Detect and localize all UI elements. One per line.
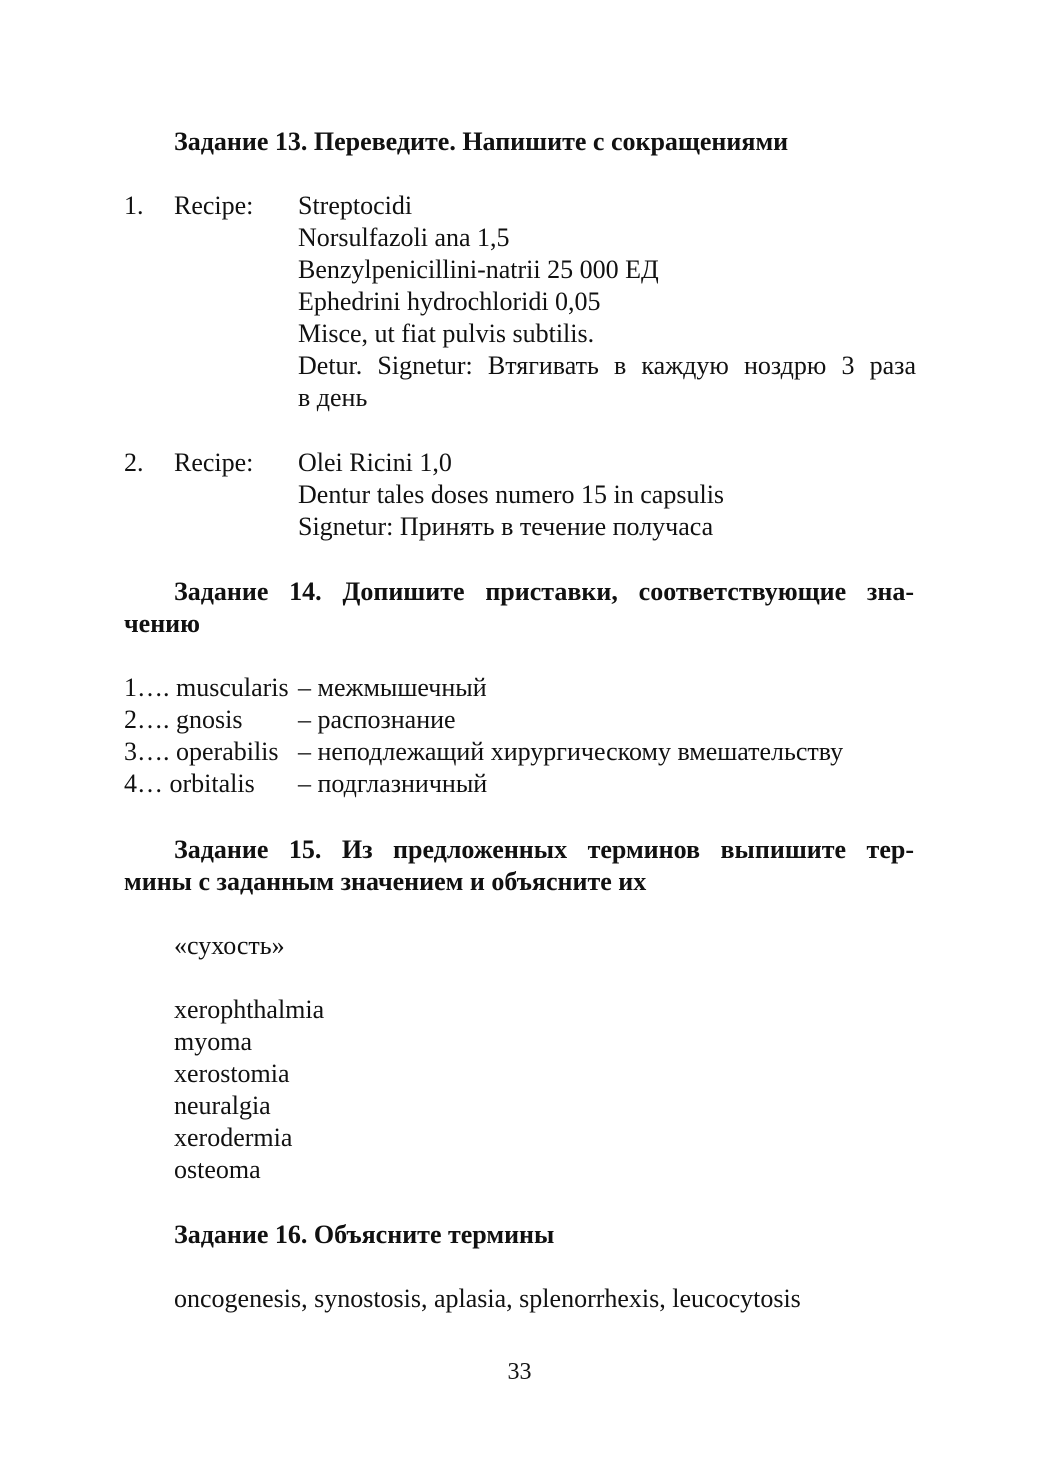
prefix-item-term: 1…. muscularis <box>124 673 289 702</box>
recipe-1-line: в день <box>298 383 368 412</box>
task15-keyword: «сухость» <box>174 931 285 960</box>
recipe-2-line: Dentur tales doses numero 15 in capsulis <box>298 480 725 509</box>
term-item: myoma <box>174 1027 252 1056</box>
term-item: osteoma <box>174 1155 261 1184</box>
recipe-2-line: Signetur: Принять в течение получаса <box>298 512 714 541</box>
task15-heading-continuation: мины с заданным значением и объясните их <box>124 867 647 896</box>
prefix-item-meaning: – распознание <box>298 705 456 734</box>
term-item: xerophthalmia <box>174 995 325 1024</box>
prefix-item-meaning: – подглазничный <box>298 769 488 798</box>
recipe-1-line: Detur. Signetur: Втягивать в каждую ноздрю 3 раза <box>298 351 916 380</box>
task16-heading: Задание 16. Объясните термины <box>174 1220 555 1249</box>
term-item: neuralgia <box>174 1091 271 1120</box>
prefix-item-meaning: – межмышечный <box>298 673 487 702</box>
recipe-2-label: Recipe: <box>174 448 254 477</box>
task13-heading: Задание 13. Переведите. Напишите с сокращениями <box>174 127 789 156</box>
recipe-1-label: Recipe: <box>174 191 254 220</box>
page-number: 33 <box>507 1359 532 1385</box>
recipe-2-line: Olei Ricini 1,0 <box>298 448 452 477</box>
recipe-2-number: 2. <box>124 448 144 477</box>
prefix-item-term: 3…. operabilis <box>124 737 279 766</box>
recipe-1-number: 1. <box>124 191 144 220</box>
recipe-1-line: Ephedrini hydrochloridi 0,05 <box>298 287 601 316</box>
recipe-1-line: Norsulfazoli ana 1,5 <box>298 223 510 252</box>
task14-heading: Задание 14. Допишите приставки, соответствующие зна- <box>174 577 914 606</box>
prefix-item-meaning: – неподлежащий хирургическому вмешательству <box>298 737 844 766</box>
task14-heading-continuation: чению <box>124 609 201 638</box>
prefix-item-term: 2…. gnosis <box>124 705 243 734</box>
prefix-item-term: 4… orbitalis <box>124 769 255 798</box>
task15-heading: Задание 15. Из предложенных терминов выпишите тер- <box>174 835 914 864</box>
term-item: xerodermia <box>174 1123 293 1152</box>
term-item: xerostomia <box>174 1059 290 1088</box>
task16-terms: oncogenesis, synostosis, aplasia, splenorrhexis, leucocytosis <box>174 1284 801 1313</box>
recipe-1-line: Benzylpenicillini-natrii 25 000 ЕД <box>298 255 659 284</box>
recipe-1-line: Streptocidi <box>298 191 413 220</box>
recipe-1-line: Misce, ut fiat pulvis subtilis. <box>298 319 595 348</box>
